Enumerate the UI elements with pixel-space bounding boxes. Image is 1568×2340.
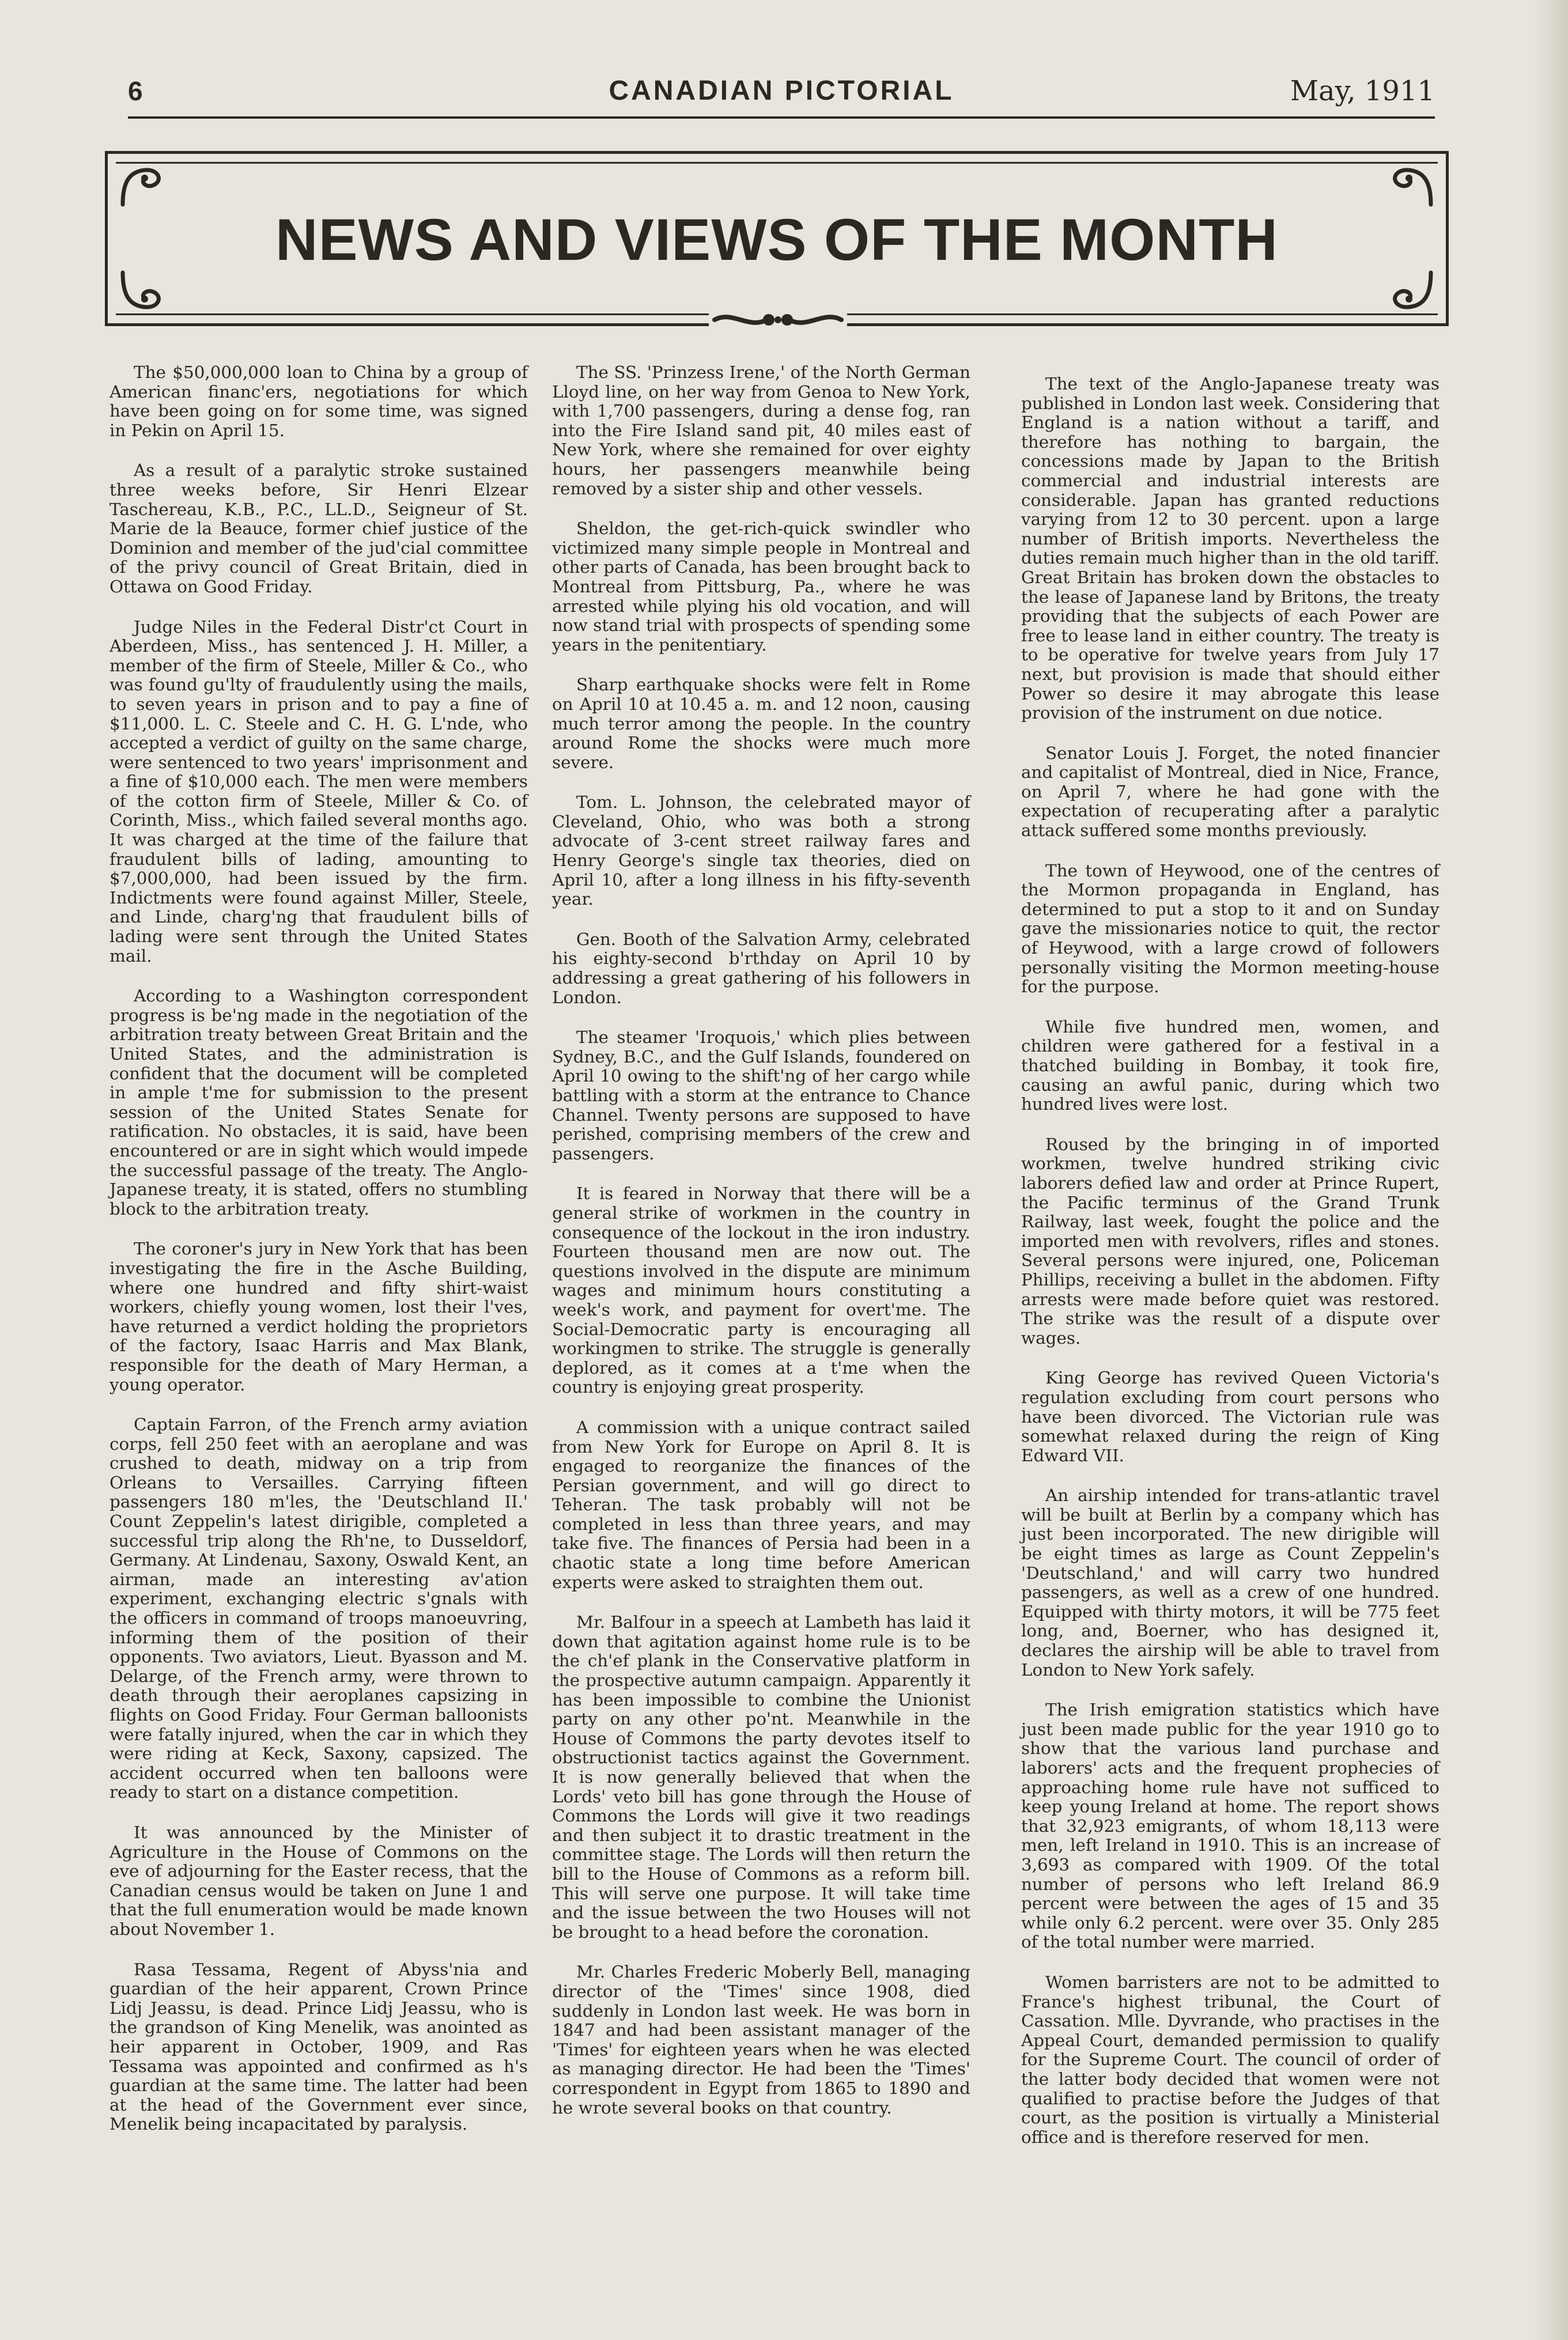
news-paragraph: According to a Washington correspondent progress is be'ng made in the negotiation of the arbitration treaty between Great Britain and the United States, and the administration is confident that the document will be completed in ample t'me for submission to the present session of the United States Senate for ratification. No obstacles, it is said, have been encountered or are in sight which would impede the successful passage of the treaty. The Anglo-Japanese treaty, it is stated, offers no stumbling block to the arbitration treaty. [109,986,528,1219]
article-column-2 [552,363,970,2138]
news-paragraph: An airship intended for trans-atlantic travel will be built at Berlin by a company which has just been incorporated. The new dirigible will be eight times as large as Count Zeppelin's 'Deutschland,' and will carry two hundred passengers, as well as a crew of one hundred. Equipped with thirty motors, it will be 775 feet long, and, Boerner, who has designed it, declares the airship will be able to travel from London to New York safely. [1021,1485,1439,1680]
news-paragraph: The SS. 'Prinzess Irene,' of the North German Lloyd line, on her way from Genoa to New York, with 1,700 passengers, during a dense fog, ran into the Fire Island sand pit, 40 miles east of New York, where she remained for over eighty hours, her passengers meanwhile being removed by a sister ship and other vessels. [552,362,970,498]
page-header [128,68,1435,120]
news-paragraph: Women barristers are not to be admitted to France's highest tribunal, the Court of Cassation. Mlle. Dyvrande, who practises in the Appeal Court, demanded permission to qualify for the Supreme Court. The council of order of the latter body decided that women were not qualified to practise before the Judges of that court, as the position is virtually a Ministerial office and is therefore reserved for men. [1021,1972,1439,2147]
news-paragraph: It is feared in Norway that there will be a general strike of workmen in the country in consequence of the lockout in the iron industry. Fourteen thousand men are now out. The questions involved in the dispute are minimum wages and minimum hours constituting a week's work, and payment for overt'me. The Social-Democratic party is encouraging all workingmen to strike. The struggle is generally deplored, as it comes at a t'me when the country is enjoying great prosperity. [552,1184,970,1397]
news-paragraph: Captain Farron, of the French army aviation corps, fell 250 feet with an aeroplane and was crushed to death, midway on a trip from Orleans to Versailles. Carrying fifteen passengers 180 m'les, the 'Deutschland II.' Count Zeppelin's latest dirigible, completed a successful trip along the Rh'ne, to Dusseldorf, Germany. At Lindenau, Saxony, Oswald Kent, an airman, made an interesting av'ation experiment, exchanging electric s'gnals with the officers in command of troops manoeuvring, informing them of the position of their opponents. Two aviators, Lieut. Byasson and M. Delarge, of the French army, were thrown to death through their aeroplanes capsizing in flights on Good Friday. Four German balloonists were fatally injured, when the car in which they were riding at Keck, Saxony, capsized. The accident occurred when ten balloons were ready to start on a distance competition. [109,1415,528,1802]
news-paragraph: Roused by the bringing in of imported workmen, twelve hundred striking civic laborers defied law and order at Prince Rupert, the Pacific terminus of the Grand Trunk Railway, last week, fought the police and the imported men with revolvers, rifles and stones. Several persons were injured, one, Policeman Phillips, receiving a bullet in the abdomen. Fifty arrests were made before quiet was restored. The strike was the result of a dispute over wages. [1021,1134,1439,1348]
news-paragraph: Tom. L. Johnson, the celebrated mayor of Cleveland, Ohio, who was both a strong advocate of 3-cent street railway fares and Henry George's single tax theories, died on April 10, after a long illness in his fifty-seventh year. [552,792,970,909]
news-paragraph: While five hundred men, women, and children were gathered for a festival in a thatched building in Bombay, it took fire, causing an awful panic, during which two hundred lives were lost. [1021,1016,1439,1114]
news-paragraph: Mr. Charles Frederic Moberly Bell, managing director of the 'Times' since 1908, died suddenly in London last week. He was born in 1847 and had been assistant manager of the 'Times' for eighteen years when he was elected as managing director. He had been the 'Times' correspondent in Egypt from 1865 to 1890 and he wrote several books on that country. [552,1962,970,2118]
news-paragraph: The Irish emigration statistics which have just been made public for the year 1910 go to show that the various land purchase and laborers' acts and the frequent prophecies of approaching home rule have not sufficed to keep young Ireland at home. The report shows that 32,923 emigrants, of whom 18,113 were men, left Ireland in 1910. This is an increase of 3,693 as compared with 1909. Of the total number of persons who left Ireland 86.9 percent were between the ages of 15 and 35 while only 6.2 percent. were over 35. Only 285 of the total number were married. [1021,1700,1439,1952]
news-paragraph: The text of the Anglo-Japanese treaty was published in London last week. Considering that England is a nation without a tariff, and therefore has nothing to bargain, the concessions made by Japan to the British commercial and industrial interests are considerable. Japan has granted reductions varying from 12 to 30 percent. upon a large number of British imports. Nevertheless the duties remain much higher than in the old tariff. Great Britain has broken down the obstacles to the lease of Japanese land by Britons, the treaty providing that the subjects of each Power are free to lease land in either country. The treaty is to be operative for twelve years from July 17 next, but provision is made that should either Power so desire it may abrogate this lease provision of the instrument on due notice. [1021,374,1439,723]
news-paragraph: Gen. Booth of the Salvation Army, celebrated his eighty-second b'rthday on April 10 by addressing a great gathering of his followers in London. [552,929,970,1007]
magazine-title: CANADIAN PICTORIAL [609,75,954,106]
header-rule [128,116,1435,119]
page-number: 6 [128,76,143,106]
news-paragraph: As a result of a paralytic stroke sustained three weeks before, Sir Henri Elzear Taschereau, K.B., P.C., LL.D., Seigneur of St. Marie de la Beauce, former chief justice of the Dominion and member of the jud'cial committee of the privy council of Great Britain, died in Ottawa on Good Friday. [109,460,528,596]
page-edge-shadow [1533,0,1568,2340]
news-paragraph: The steamer 'Iroquois,' which plies between Sydney, B.C., and the Gulf Islands, foundered on April 10 owing to the shift'ng of her cargo while battling with a storm at the entrance to Chance Channel. Twenty persons are supposed to have perished, comprising members of the crew and passengers. [552,1027,970,1163]
news-paragraph: King George has revived Queen Victoria's regulation excluding from court persons who have been divorced. The Victorian rule was somewhat relaxed during the reign of King Edward VII. [1021,1368,1439,1465]
section-title: NEWS AND VIEWS OF THE MONTH [275,207,1279,273]
news-paragraph: Sheldon, the get-rich-quick swindler who victimized many simple people in Montreal and other parts of Canada, has been brought back to Montreal from Pittsburg, Pa., where he was arrested while plying his old vocation, and will now stand trial with prospects of spending some years in the penitentiary. [552,519,970,655]
article-column-3 [1021,375,1439,2168]
news-paragraph: The town of Heywood, one of the centres of the Mormon propaganda in England, has determined to put a stop to it and on Sunday gave the missionaries notice to quit, the rector of Heywood, with a large crowd of followers personally visiting the Mormon meeting-house for the purpose. [1021,860,1439,997]
news-paragraph: Mr. Balfour in a speech at Lambeth has laid it down that agitation against home rule is to be the ch'ef plank in the Conservative platform in the prospective autumn campaign. Apparently it has been impossible to combine the Unionist party on any other po'nt. Meanwhile in the House of Commons the party devotes itself to obstructionist tactics against the Government. It is now generally believed that when the Lords' veto bill has gone through the House of Commons the Lords will give it two readings and then subject it to drastic treatment in the committee stage. The Lords will then return the bill to the House of Commons as a reform bill. This will serve one purpose. It will take time and the issue between the two Houses will not be brought to a head before the coronation. [552,1612,970,1942]
news-paragraph: The coroner's jury in New York that has been investigating the fire in the Asche Building, where one hundred and fifty shirt-waist workers, chiefly young women, lost their l'ves, have returned a verdict holding the proprietors of the factory, Isaac Harris and Max Blank, responsible for the death of Mary Herman, a young operator. [109,1239,528,1394]
news-paragraph: It was announced by the Minister of Agriculture in the House of Commons on the eve of adjourning for the Easter recess, that the Canadian census would be taken on June 1 and that the full enumeration would be made known about November 1. [109,1822,528,1939]
news-paragraph: Senator Louis J. Forget, the noted financier and capitalist of Montreal, died in Nice, France, on April 7, where he had gone with the expectation of recuperating after a paralytic attack suffered some months previously. [1021,743,1439,841]
news-paragraph: A commission with a unique contract sailed from New York for Europe on April 8. It is engaged to reorganize the finances of the Persian government, and will go direct to Teheran. The task probably will not be completed in less than three years, and may take five. The finances of Persia had been in a chaotic state a long time before American experts were asked to straighten them out. [552,1417,970,1592]
article-column-1 [109,363,528,2155]
news-paragraph: Rasa Tessama, Regent of Abyss'nia and guardian of the heir apparent, Crown Prince Lidj Jeassu, is dead. Prince Lidj Jeassu, who is the grandson of King Menelik, was anointed as heir apparent in October, 1909, and Ras Tessama was appointed and confirmed as h's guardian at the same time. The latter had been at the head of the Government ever since, Menelik being incapacitated by paralysis. [109,1959,528,2134]
news-paragraph: Judge Niles in the Federal Distr'ct Court in Aberdeen, Miss., has sentenced J. H. Miller, a member of the firm of Steele, Miller & Co., who was found gu'lty of fraudulently using the mails, to seven years in prison and to pay a fine of $11,000. L. C. Steele and C. H. G. L'nde, who accepted a verdict of guilty on the same charge, were sentenced to two years' imprisonment and a fine of $10,000 each. The men were members of the cotton firm of Steele, Miller & Co. of Corinth, Miss., which failed several months ago. It was charged at the time of the failure that fraudulent bills of lading, amounting to $7,000,000, had been issued by the firm. Indictments were found against Miller, Steele, and Linde, charg'ng that fraudulent bills of lading were sent through the United States mail. [109,617,528,966]
scroll-ornament-icon [709,300,847,340]
issue-date: May, 1911 [1290,75,1435,107]
news-paragraph: Sharp earthquake shocks were felt in Rome on April 10 at 10.45 a. m. and 12 noon, causing much terror among the people. In the country around Rome the shocks were much more severe. [552,675,970,772]
news-paragraph: The $50,000,000 loan to China by a group of American financ'ers, negotiations for which have been going on for some time, was signed in Pekin on April 15. [109,362,528,440]
